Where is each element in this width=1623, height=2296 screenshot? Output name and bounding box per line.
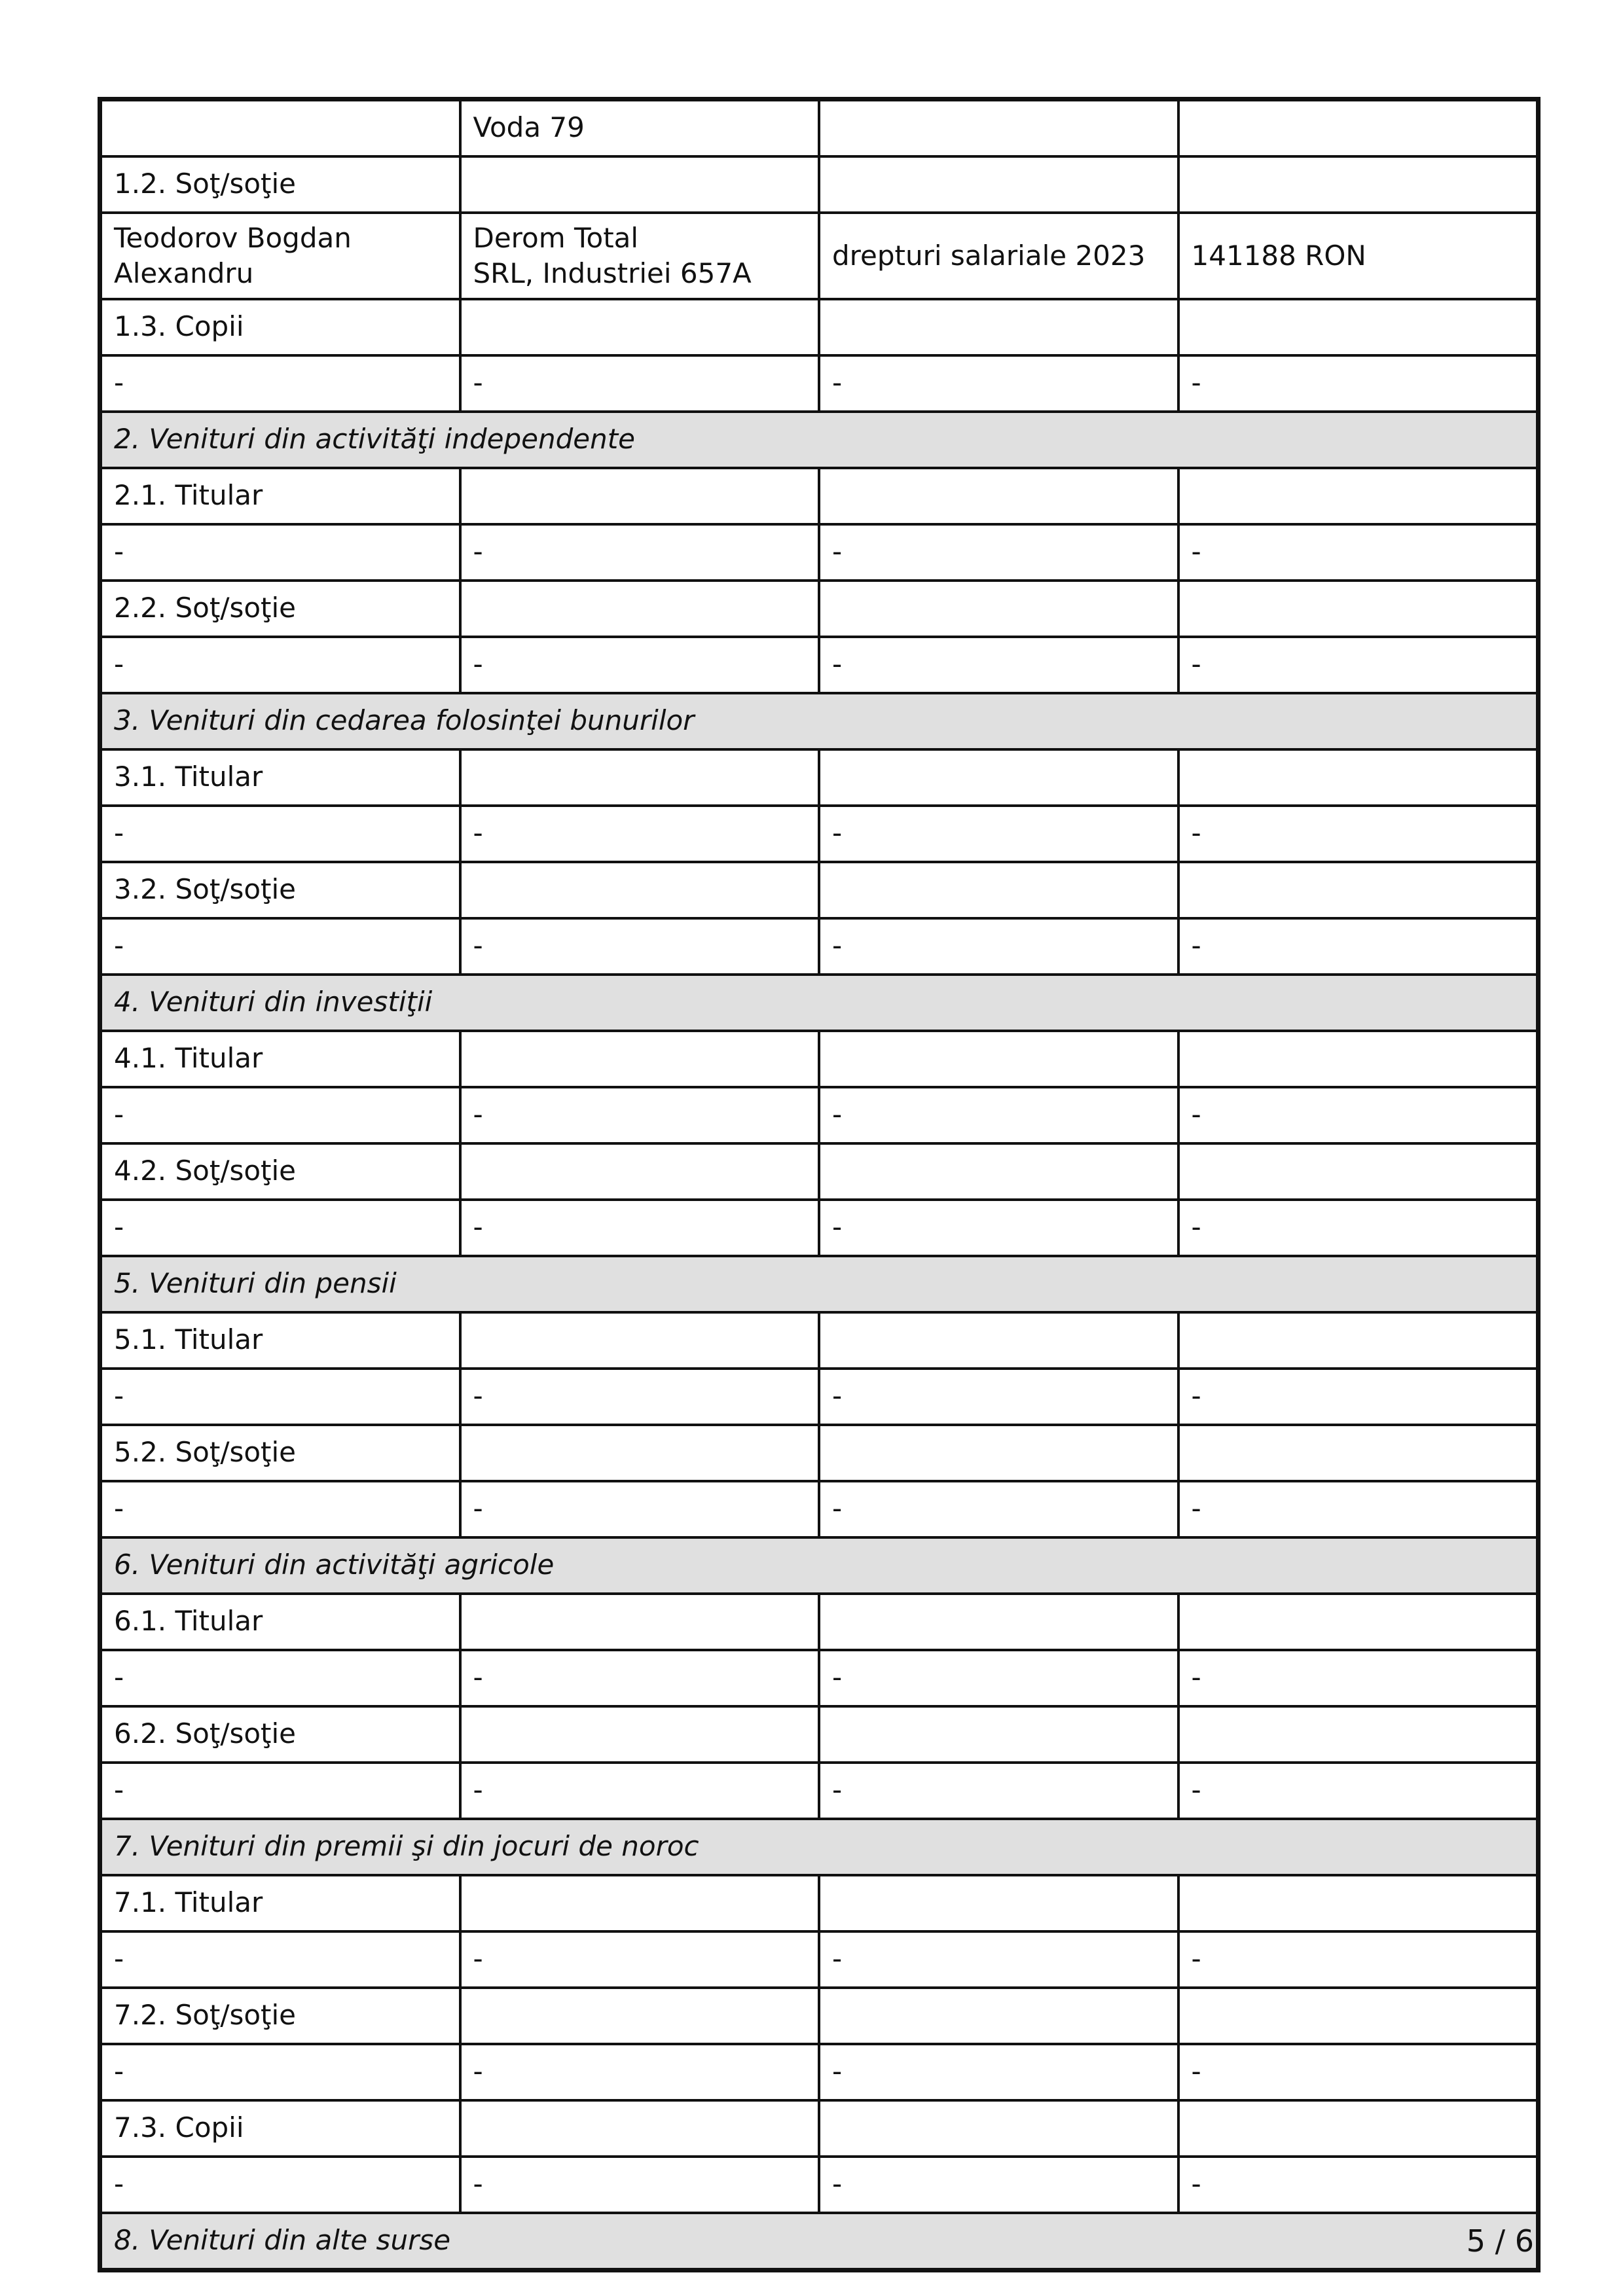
table-cell — [819, 156, 1178, 213]
cell-text: - — [473, 648, 483, 680]
cell-text: - — [1191, 1774, 1201, 1806]
table-cell — [819, 1763, 1178, 1819]
table-row — [101, 2100, 1537, 2157]
cell-text: - — [114, 1380, 124, 1412]
section-title: 2. Venituri din activităţi independente — [101, 412, 1537, 468]
cell-text: - — [1191, 1380, 1201, 1412]
table-row — [101, 355, 1537, 412]
cell-text: - — [114, 1098, 124, 1130]
cell-text: 4.1. Titular — [114, 1042, 263, 1074]
table-cell — [819, 1650, 1178, 1706]
table-cell — [101, 156, 460, 213]
cell-text: - — [114, 1661, 124, 1693]
cell-text: drepturi salariale 2023 — [832, 240, 1146, 272]
table-row — [101, 806, 1537, 862]
table-row — [101, 1481, 1537, 1537]
cell-text: - — [832, 535, 843, 567]
cell-text: - — [832, 1492, 843, 1524]
table-row — [101, 213, 1537, 299]
cell-text: 6.1. Titular — [114, 1605, 263, 1637]
table-cell — [460, 299, 820, 355]
table-cell — [460, 1594, 820, 1650]
table-row — [101, 2044, 1537, 2100]
table-cell — [819, 637, 1178, 693]
table-cell — [460, 100, 820, 156]
table-cell — [819, 1875, 1178, 1931]
table-row — [101, 1594, 1537, 1650]
cell-text: - — [1191, 535, 1201, 567]
table-cell — [1178, 1312, 1538, 1369]
cell-text: - — [1191, 1211, 1201, 1243]
table-cell — [1178, 918, 1538, 975]
table-row — [101, 1031, 1537, 1087]
table-cell — [819, 299, 1178, 355]
table-cell — [101, 1312, 460, 1369]
cell-text: 2.1. Titular — [114, 479, 263, 511]
cell-text: 7.1. Titular — [114, 1886, 263, 1918]
cell-text: - — [473, 929, 483, 961]
cell-text: 4.2. Soţ/soţie — [114, 1155, 297, 1187]
table-cell — [460, 1650, 820, 1706]
table-cell — [460, 1763, 820, 1819]
table-row — [101, 918, 1537, 975]
section-title: 5. Venituri din pensii — [101, 1256, 1537, 1312]
section-title: 3. Venituri din cedarea folosinţei bunurilor — [101, 693, 1537, 749]
table-cell — [101, 468, 460, 524]
cell-text: - — [114, 1774, 124, 1806]
table-cell — [1178, 1594, 1538, 1650]
table-row — [101, 299, 1537, 355]
section-title: 7. Venituri din premii şi din jocuri de noroc — [101, 1819, 1537, 1875]
table-cell — [819, 213, 1178, 299]
table-cell — [460, 1875, 820, 1931]
table-cell — [460, 1706, 820, 1763]
table-cell — [1178, 1875, 1538, 1931]
cell-text: - — [473, 2055, 483, 2087]
cell-text: - — [832, 1098, 843, 1130]
table-cell — [1178, 749, 1538, 806]
table-cell — [460, 637, 820, 693]
table-row — [101, 862, 1537, 918]
cell-text: - — [832, 1943, 843, 1975]
section-title: 8. Venituri din alte surse — [101, 2213, 1537, 2269]
income-declaration-table — [98, 97, 1541, 2272]
table-cell — [819, 1594, 1178, 1650]
table-cell — [819, 1931, 1178, 1988]
table-cell — [1178, 100, 1538, 156]
table-cell — [1178, 1200, 1538, 1256]
table-cell — [460, 1087, 820, 1143]
table-cell — [101, 355, 460, 412]
cell-text: - — [832, 1211, 843, 1243]
table-row — [101, 749, 1537, 806]
table-cell — [819, 1988, 1178, 2044]
table-cell — [1178, 2044, 1538, 2100]
table-cell — [1178, 1143, 1538, 1200]
cell-text: 2.2. Soţ/soţie — [114, 592, 297, 624]
cell-text: - — [832, 2055, 843, 2087]
table-cell — [460, 355, 820, 412]
table-cell — [101, 1143, 460, 1200]
table-cell — [101, 637, 460, 693]
cell-text: - — [473, 1098, 483, 1130]
cell-text: - — [473, 1380, 483, 1412]
cell-text: - — [114, 2168, 124, 2200]
table-cell — [819, 1369, 1178, 1425]
table-cell — [1178, 468, 1538, 524]
cell-text: - — [832, 648, 843, 680]
income-table-body — [101, 100, 1537, 2269]
table-cell — [101, 806, 460, 862]
table-cell — [460, 156, 820, 213]
table-row — [101, 1087, 1537, 1143]
table-cell — [101, 213, 460, 299]
table-row — [101, 156, 1537, 213]
cell-text: 5.1. Titular — [114, 1323, 263, 1355]
table-cell — [460, 1481, 820, 1537]
table-row — [101, 637, 1537, 693]
cell-text: Derom Total SRL, Industriei 657A — [473, 222, 752, 289]
table-cell — [460, 1988, 820, 2044]
cell-text: - — [832, 929, 843, 961]
table-cell — [819, 2100, 1178, 2157]
table-cell — [819, 2044, 1178, 2100]
table-cell — [819, 1481, 1178, 1537]
table-row — [101, 1875, 1537, 1931]
section-header-row — [101, 1256, 1537, 1312]
table-cell — [101, 1706, 460, 1763]
table-cell — [101, 2157, 460, 2213]
table-cell — [460, 1312, 820, 1369]
cell-text: - — [473, 817, 483, 849]
table-cell — [101, 1425, 460, 1481]
table-cell — [460, 1425, 820, 1481]
table-cell — [819, 1031, 1178, 1087]
cell-text: - — [832, 1774, 843, 1806]
table-row — [101, 1143, 1537, 1200]
table-cell — [1178, 862, 1538, 918]
table-cell — [1178, 1650, 1538, 1706]
table-cell — [101, 749, 460, 806]
table-cell — [819, 862, 1178, 918]
cell-text: - — [114, 535, 124, 567]
table-cell — [101, 1200, 460, 1256]
cell-text: 7.3. Copii — [114, 2111, 244, 2144]
cell-text: - — [1191, 2168, 1201, 2200]
table-cell — [1178, 1931, 1538, 1988]
table-cell — [101, 1594, 460, 1650]
table-row — [101, 524, 1537, 581]
cell-text: - — [1191, 367, 1201, 399]
cell-text: - — [114, 648, 124, 680]
table-cell — [101, 862, 460, 918]
table-cell — [460, 1931, 820, 1988]
table-cell — [819, 524, 1178, 581]
table-row — [101, 1312, 1537, 1369]
cell-text: - — [114, 1211, 124, 1243]
table-cell — [460, 1031, 820, 1087]
table-cell — [460, 468, 820, 524]
table-row — [101, 1650, 1537, 1706]
cell-text: - — [473, 367, 483, 399]
cell-text: - — [114, 1492, 124, 1524]
cell-text: 7.2. Soţ/soţie — [114, 1999, 297, 2031]
cell-text: Voda 79 — [473, 111, 585, 143]
cell-text: - — [114, 367, 124, 399]
table-cell — [101, 1988, 460, 2044]
table-cell — [819, 918, 1178, 975]
cell-text: 141188 RON — [1191, 240, 1366, 272]
cell-text: - — [473, 1492, 483, 1524]
table-row — [101, 1706, 1537, 1763]
table-cell — [460, 213, 820, 299]
table-cell — [819, 468, 1178, 524]
table-cell — [819, 1200, 1178, 1256]
table-row — [101, 1369, 1537, 1425]
table-cell — [101, 1369, 460, 1425]
section-header-row — [101, 1819, 1537, 1875]
cell-text: - — [1191, 929, 1201, 961]
table-cell — [1178, 581, 1538, 637]
table-cell — [460, 749, 820, 806]
table-cell — [1178, 806, 1538, 862]
table-cell — [1178, 299, 1538, 355]
table-row — [101, 2157, 1537, 2213]
cell-text: - — [832, 817, 843, 849]
table-row — [101, 1988, 1537, 2044]
cell-text: 3.2. Soţ/soţie — [114, 873, 297, 905]
table-cell — [101, 2044, 460, 2100]
table-cell — [1178, 1087, 1538, 1143]
cell-text: - — [473, 1774, 483, 1806]
table-cell — [460, 581, 820, 637]
cell-text: - — [832, 2168, 843, 2200]
table-row — [101, 1763, 1537, 1819]
table-cell — [101, 1875, 460, 1931]
table-cell — [101, 100, 460, 156]
section-header-row — [101, 2213, 1537, 2269]
cell-text: 1.3. Copii — [114, 310, 244, 342]
cell-text: - — [114, 2055, 124, 2087]
cell-text: - — [832, 367, 843, 399]
cell-text: - — [1191, 817, 1201, 849]
table-cell — [101, 299, 460, 355]
table-cell — [1178, 1369, 1538, 1425]
table-cell — [101, 1087, 460, 1143]
table-cell — [460, 1200, 820, 1256]
table-cell — [101, 1650, 460, 1706]
table-cell — [460, 918, 820, 975]
table-cell — [101, 1763, 460, 1819]
table-cell — [819, 2157, 1178, 2213]
table-cell — [101, 581, 460, 637]
cell-text: 5.2. Soţ/soţie — [114, 1436, 297, 1468]
cell-text: 3.1. Titular — [114, 761, 263, 793]
table-cell — [1178, 156, 1538, 213]
table-cell — [1178, 1425, 1538, 1481]
cell-text: 1.2. Soţ/soţie — [114, 168, 297, 200]
table-cell — [460, 2044, 820, 2100]
table-cell — [101, 1931, 460, 1988]
table-row — [101, 1200, 1537, 1256]
table-cell — [460, 2100, 820, 2157]
table-cell — [1178, 1481, 1538, 1537]
section-title: 4. Venituri din investiţii — [101, 975, 1537, 1031]
table-cell — [819, 1312, 1178, 1369]
cell-text: - — [473, 1661, 483, 1693]
cell-text: - — [1191, 1492, 1201, 1524]
table-cell — [101, 1031, 460, 1087]
table-cell — [101, 524, 460, 581]
table-cell — [460, 1369, 820, 1425]
table-cell — [1178, 524, 1538, 581]
cell-text: - — [473, 2168, 483, 2200]
page-number: 5 / 6 — [1466, 2223, 1534, 2259]
section-header-row — [101, 1537, 1537, 1594]
cell-text: - — [114, 817, 124, 849]
table-cell — [819, 1087, 1178, 1143]
table-cell — [460, 2157, 820, 2213]
table-cell — [819, 1143, 1178, 1200]
table-cell — [819, 355, 1178, 412]
cell-text: - — [832, 1661, 843, 1693]
table-cell — [1178, 213, 1538, 299]
table-cell — [101, 918, 460, 975]
table-cell — [101, 2100, 460, 2157]
table-cell — [819, 1425, 1178, 1481]
cell-text: - — [473, 1211, 483, 1243]
table-cell — [1178, 1988, 1538, 2044]
cell-text: - — [832, 1380, 843, 1412]
cell-text: - — [1191, 1943, 1201, 1975]
table-cell — [819, 100, 1178, 156]
cell-text: - — [473, 1943, 483, 1975]
cell-text: - — [473, 535, 483, 567]
table-row — [101, 1425, 1537, 1481]
cell-text: 6.2. Soţ/soţie — [114, 1717, 297, 1749]
section-header-row — [101, 693, 1537, 749]
table-cell — [1178, 1763, 1538, 1819]
table-row — [101, 1931, 1537, 1988]
table-cell — [1178, 1031, 1538, 1087]
table-cell — [819, 806, 1178, 862]
table-cell — [460, 524, 820, 581]
table-cell — [1178, 2157, 1538, 2213]
cell-text: - — [1191, 2055, 1201, 2087]
table-row — [101, 581, 1537, 637]
cell-text: Teodorov Bogdan Alexandru — [114, 222, 352, 289]
table-row — [101, 100, 1537, 156]
table-cell — [460, 806, 820, 862]
cell-text: - — [1191, 648, 1201, 680]
table-row — [101, 468, 1537, 524]
table-cell — [1178, 637, 1538, 693]
table-cell — [1178, 2100, 1538, 2157]
table-cell — [819, 581, 1178, 637]
table-cell — [819, 1706, 1178, 1763]
table-cell — [101, 1481, 460, 1537]
table-cell — [1178, 355, 1538, 412]
table-cell — [460, 862, 820, 918]
cell-text: - — [1191, 1661, 1201, 1693]
section-title: 6. Venituri din activităţi agricole — [101, 1537, 1537, 1594]
cell-text: - — [114, 1943, 124, 1975]
cell-text: - — [114, 929, 124, 961]
cell-text: - — [1191, 1098, 1201, 1130]
table-cell — [819, 749, 1178, 806]
table-cell — [460, 1143, 820, 1200]
section-header-row — [101, 975, 1537, 1031]
table-cell — [1178, 1706, 1538, 1763]
section-header-row — [101, 412, 1537, 468]
